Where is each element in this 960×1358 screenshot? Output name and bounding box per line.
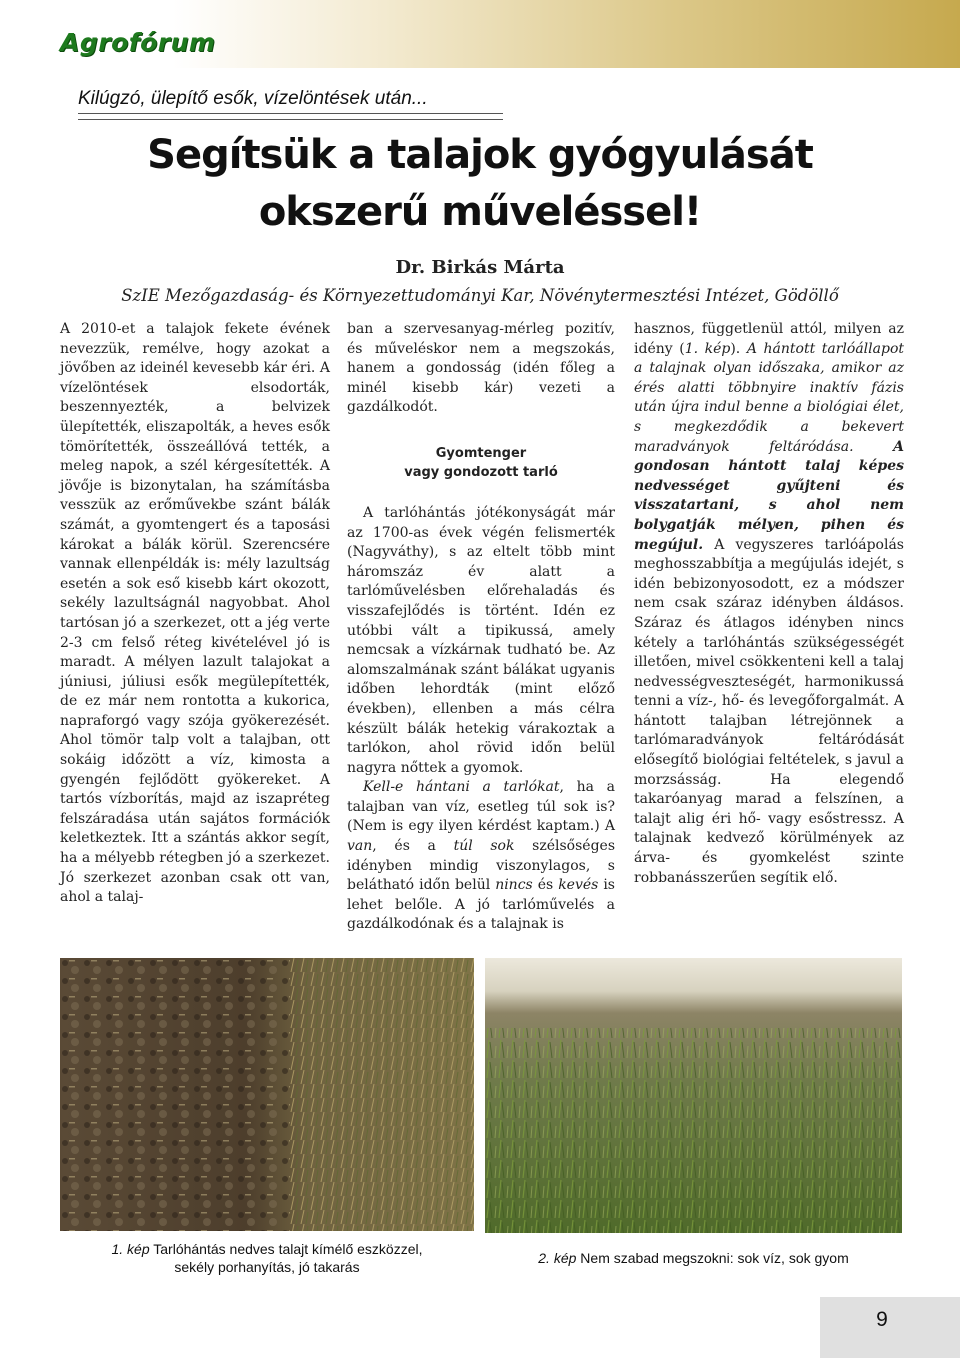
article-title-line2: okszerű műveléssel! — [258, 189, 702, 235]
paragraph: A tarlóhántás jótékonyságát már az 1700-as évek végén felismerték (Nagyváthy), s az eltelt több mint háromszáz év alatt a tarlóművelésben előrehaladás és visszafejlődés is történt. Idén ez utóbbi vált a tipikussá, amely nemcsak a vízkárnak tudható be. Az alomszalmának szánt bálákat ugyanis időben lehordták (mint előző években), ellenben a más célra készült bálák hetekig várakoztak a tarlókon, ahol rövid időn belül nagyra nőttek a gyomok. — [347, 504, 615, 776]
photo-caption-1: 1. kép Tarlóhántás nedves talajt kímélő eszközzel, sekély porhanyítás, jó takarás — [111, 1241, 423, 1275]
photo-weedy-field — [485, 958, 902, 1233]
kicker-underline — [78, 113, 503, 120]
column-2 — [347, 320, 615, 935]
paragraph: ban a szervesanyag-mérleg pozitív, és műveléskor nem a megszokás, hanem a gondosság (idén főleg a minél kisebb kár) vezeti a gazdálkodót. — [347, 321, 615, 416]
subheading: Gyomtenger vagy gondozott tarló — [404, 445, 558, 480]
kicker: Kilúgzó, ülepítő esők, vízelöntések után... — [78, 88, 428, 109]
author: Dr. Birkás Márta — [395, 257, 565, 278]
page-number: 9 — [876, 1308, 888, 1331]
article-title-line1: Segítsük a talajok gyógyulását — [147, 132, 813, 178]
paragraph: hasznos, függetlenül attól, milyen az idény (1. kép). A hántott tarlóállapot a talajnak olyan időszaka, amikor az érés alatti többnyire inaktív fázis után újra indul benne a biológiai élet, s megkezdődik a bekevert maradványok feltáródása. A gondosan hántott talaj képes nedvességet gyűjteni és visszatartani, s ahol nem bolygatják mélyen, pihen és megújul. A vegyszeres tarlóápolás meghosszabbítja a megújulás idejét, s idén bebizonyosodott, ez a módszer nem csak száraz idényben áldásos. Száraz és átlagos idényben nincs kétely a tarlóhántás szükségességét illetően, mivel csökkenteni kell a talaj nedvességveszteségét, harmonikussá tenni a víz-, hő- és levegőforgalmát. A hántott talajban létrejönnek a tarlómaradványok feltáródását elősegítő biológiai feltételek, s javul a morzsásság. Ha elegendő takaróanyag marad a felszínen, a talajt alig éri hő- vagy esőstressz. A talajnak kedvező körülmények az árva- és gyomkelést szinte robbanásszerűen segítik elő. — [634, 321, 905, 886]
affiliation: SzIE Mezőgazdaság- és Környezettudományi Kar, Növénytermesztési Intézet, Gödöllő — [121, 286, 839, 305]
photo-stubble-tillage — [60, 958, 474, 1231]
paragraph: Kell-e hántani a tarlókat, ha a talajban van víz, esetleg túl sok is? (Nem is egy ilyen kérdést kaptam.) A van, és a túl sok szélsőséges idényben mindig viszonylagos, s belátható időn belül nincs és kevés is lehet belőle. A jó tarlóművelés a gazdálkodónak és a talajnak is — [347, 779, 615, 933]
column-1 — [60, 320, 330, 908]
column-3 — [634, 320, 904, 888]
photo-caption-2: 2. kép Nem szabad megszokni: sok víz, sok gyom — [538, 1250, 849, 1266]
magazine-logo: Agrofórum — [60, 28, 216, 57]
paragraph: A 2010-et a talajok fekete évének nevezzük, remélve, hogy azokat a jövőben az ideinél kevesebb kár éri. A vízelöntések elsodorták, beszennyezték, a belvizek ülepítették, eliszapolták, a heves esők tömörítették, összeállóvá tették, a meleg napok, a szél kérgesítették. A jövője is bizonytalan, ha számításba vesszük az erőművekbe szánt bálák számát, a gyomtengert és a taposási károkat a bálák körül. Szerencsére vannak ellenpéldák is: mély lazultság esetén a sok eső kisebb kárt okozott, sekély lazultságnál nagyobbat. Ahol tartósan jó a szerkezet, ott a jég verte 2-3 cm felső réteg kivételével jó is maradt. A mélyen lazult talajokat a júniusi, júliusi esők megülepítették, de ez már nem rontotta a kukorica, napraforgó vagy szója gyökerezését. Ahol tömör talp volt a talajban, ott sokáig időzött a víz, kimosta a gyengén fejlődött gyökereket. A tartós vízborítás, majd az iszapréteg felszáradása után sajátos formációk keletkeztek. Itt a szántás akkor segít, ha a mélyebb rétegben jó a szerkezet. Jó szerkezet azonban csak ott van, ahol a talaj- — [60, 321, 330, 906]
